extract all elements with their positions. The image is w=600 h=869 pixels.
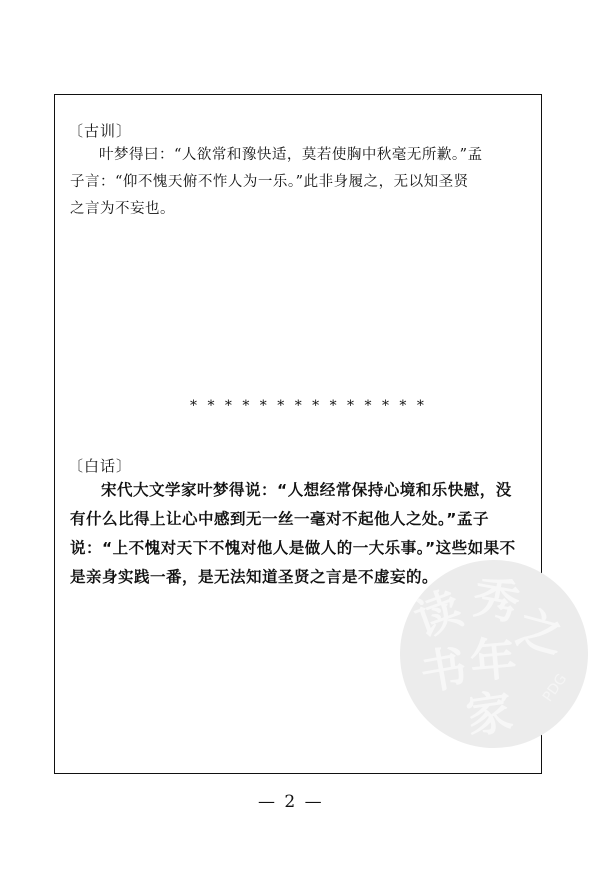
page-number: — 2 — (258, 792, 324, 812)
watermark-glyph: 秀 (469, 569, 524, 631)
watermark-glyph: 之 (511, 599, 570, 664)
watermark-seal (400, 560, 588, 748)
watermark-glyph: 书 (416, 639, 471, 701)
paragraph-line: 之言为不妄也。 (70, 201, 175, 217)
watermark-pdg-text: PDG (539, 671, 571, 705)
classical-section-label: 〔古训〕 (68, 122, 133, 140)
vernacular-section-label: 〔白话〕 (68, 457, 133, 475)
paragraph-line: 叶梦得曰：“人欲常和豫快适，莫若使胸中秋毫无所歉。”孟 (99, 147, 483, 163)
paragraph-line: 宋代大文学家叶梦得说：“人想经常保持心境和乐快慰，没 (101, 481, 512, 499)
paragraph-line: 说：“上不愧对天下不愧对他人是做人的一大乐事。”这些如果不 (70, 539, 516, 557)
watermark-glyph: 读 (407, 580, 469, 648)
paragraph-line: 有什么比得上让心中感到无一丝一毫对不起他人之处。”孟子 (70, 510, 489, 528)
watermark-glyph: 家 (462, 684, 516, 744)
watermark-glyph: 年 (467, 631, 519, 689)
paragraph-line: 子言：“仰不愧天俯不怍人为一乐。”此非身履之，无以知圣贤 (70, 174, 469, 190)
section-separator: * * * * * * * * * * * * * * (190, 398, 427, 414)
paragraph-line: 是亲身实践一番，是无法知道圣贤之言是不虚妄的。 (70, 568, 439, 586)
classical-paragraph (70, 142, 510, 223)
